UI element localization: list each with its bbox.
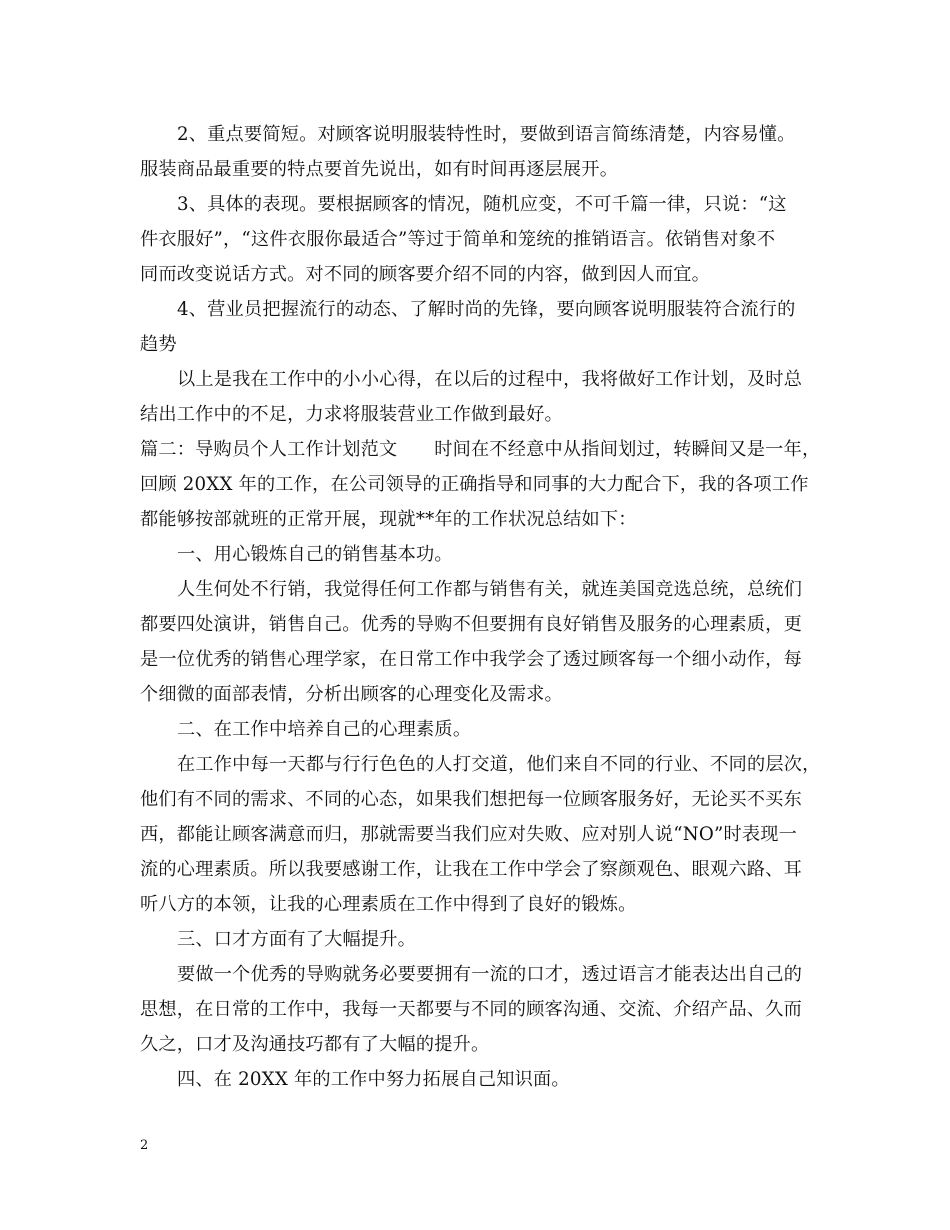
paragraph-line: 2、重点要简短。对顾客说明服装特性时，要做到语言简练清楚，内容易懂。 bbox=[177, 124, 796, 145]
paragraph-line: 流的心理素质。所以我要感谢工作，让我在工作中学会了察颜观色、眼观六路、耳 bbox=[140, 859, 802, 880]
paragraph-line: 西，都能让顾客满意而归，那就需要当我们应对失败、应对别人说“NO”时表现一 bbox=[140, 824, 798, 845]
paragraph-line: 他们有不同的需求、不同的心态，如果我们想把每一位顾客服务好，无论买不买东 bbox=[140, 789, 802, 810]
subheading-line: 二、在工作中培养自己的心理素质。 bbox=[177, 719, 472, 740]
document-body bbox=[140, 117, 821, 1097]
subheading-line: 四、在 20XX 年的工作中努力拓展自己知识面。 bbox=[177, 1069, 570, 1090]
paragraph-line: 思想，在日常的工作中，我每一天都要与不同的顾客沟通、交流、介绍产品、久而 bbox=[140, 999, 802, 1020]
paragraph-line: 回顾 20XX 年的工作，在公司领导的正确指导和同事的大力配合下，我的各项工作 bbox=[140, 474, 809, 495]
paragraph-line: 是一位优秀的销售心理学家，在日常工作中我学会了透过顾客每一个细小动作，每 bbox=[140, 649, 802, 670]
paragraph-line: 在工作中每一天都与行行色色的人打交道，他们来自不同的行业、不同的层次， bbox=[177, 754, 821, 775]
paragraph-line: 久之，口才及沟通技巧都有了大幅的提升。 bbox=[140, 1034, 490, 1055]
paragraph-line: 以上是我在工作中的小小心得，在以后的过程中，我将做好工作计划，及时总 bbox=[177, 369, 803, 390]
paragraph-line: 人生何处不行销，我觉得任何工作都与销售有关，就连美国竞选总统，总统们 bbox=[177, 579, 803, 600]
paragraph-line: 个细微的面部表情，分析出顾客的心理变化及需求。 bbox=[140, 684, 563, 705]
subheading-line: 三、口才方面有了大幅提升。 bbox=[177, 929, 417, 950]
paragraph-line: 件衣服好”，“这件衣服你最适合”等过于简单和笼统的推销语言。依销售对象不 bbox=[140, 229, 776, 250]
section-heading-line: 篇二：导购员个人工作计划范文 时间在不经意中从指间划过，转瞬间又是一年， bbox=[140, 439, 821, 460]
paragraph-line: 3、具体的表现。要根据顾客的情况，随机应变，不可千篇一律，只说：“这 bbox=[177, 194, 787, 215]
paragraph-line: 4、营业员把握流行的动态、了解时尚的先锋，要向顾客说明服装符合流行的 bbox=[177, 299, 796, 320]
paragraph-line: 结出工作中的不足，力求将服装营业工作做到最好。 bbox=[140, 404, 563, 425]
paragraph-line: 都能够按部就班的正常开展，现就**年的工作状况总结如下： bbox=[140, 509, 637, 530]
subheading-line: 一、用心锻炼自己的销售基本功。 bbox=[177, 544, 453, 565]
paragraph-line: 服装商品最重要的特点要首先说出，如有时间再逐层展开。 bbox=[140, 159, 619, 180]
paragraph-line: 听八方的本领，让我的心理素质在工作中得到了良好的锻炼。 bbox=[140, 894, 637, 915]
paragraph-line: 要做一个优秀的导购就务必要要拥有一流的口才，透过语言才能表达出自己的 bbox=[177, 964, 803, 985]
paragraph-line: 趋势 bbox=[140, 334, 177, 355]
paragraph-line: 都要四处演讲，销售自己。优秀的导购不但要拥有良好销售及服务的心理素质，更 bbox=[140, 614, 802, 635]
page-number: 2 bbox=[140, 1138, 149, 1153]
paragraph-line: 同而改变说话方式。对不同的顾客要介绍不同的内容，做到因人而宜。 bbox=[140, 264, 711, 285]
